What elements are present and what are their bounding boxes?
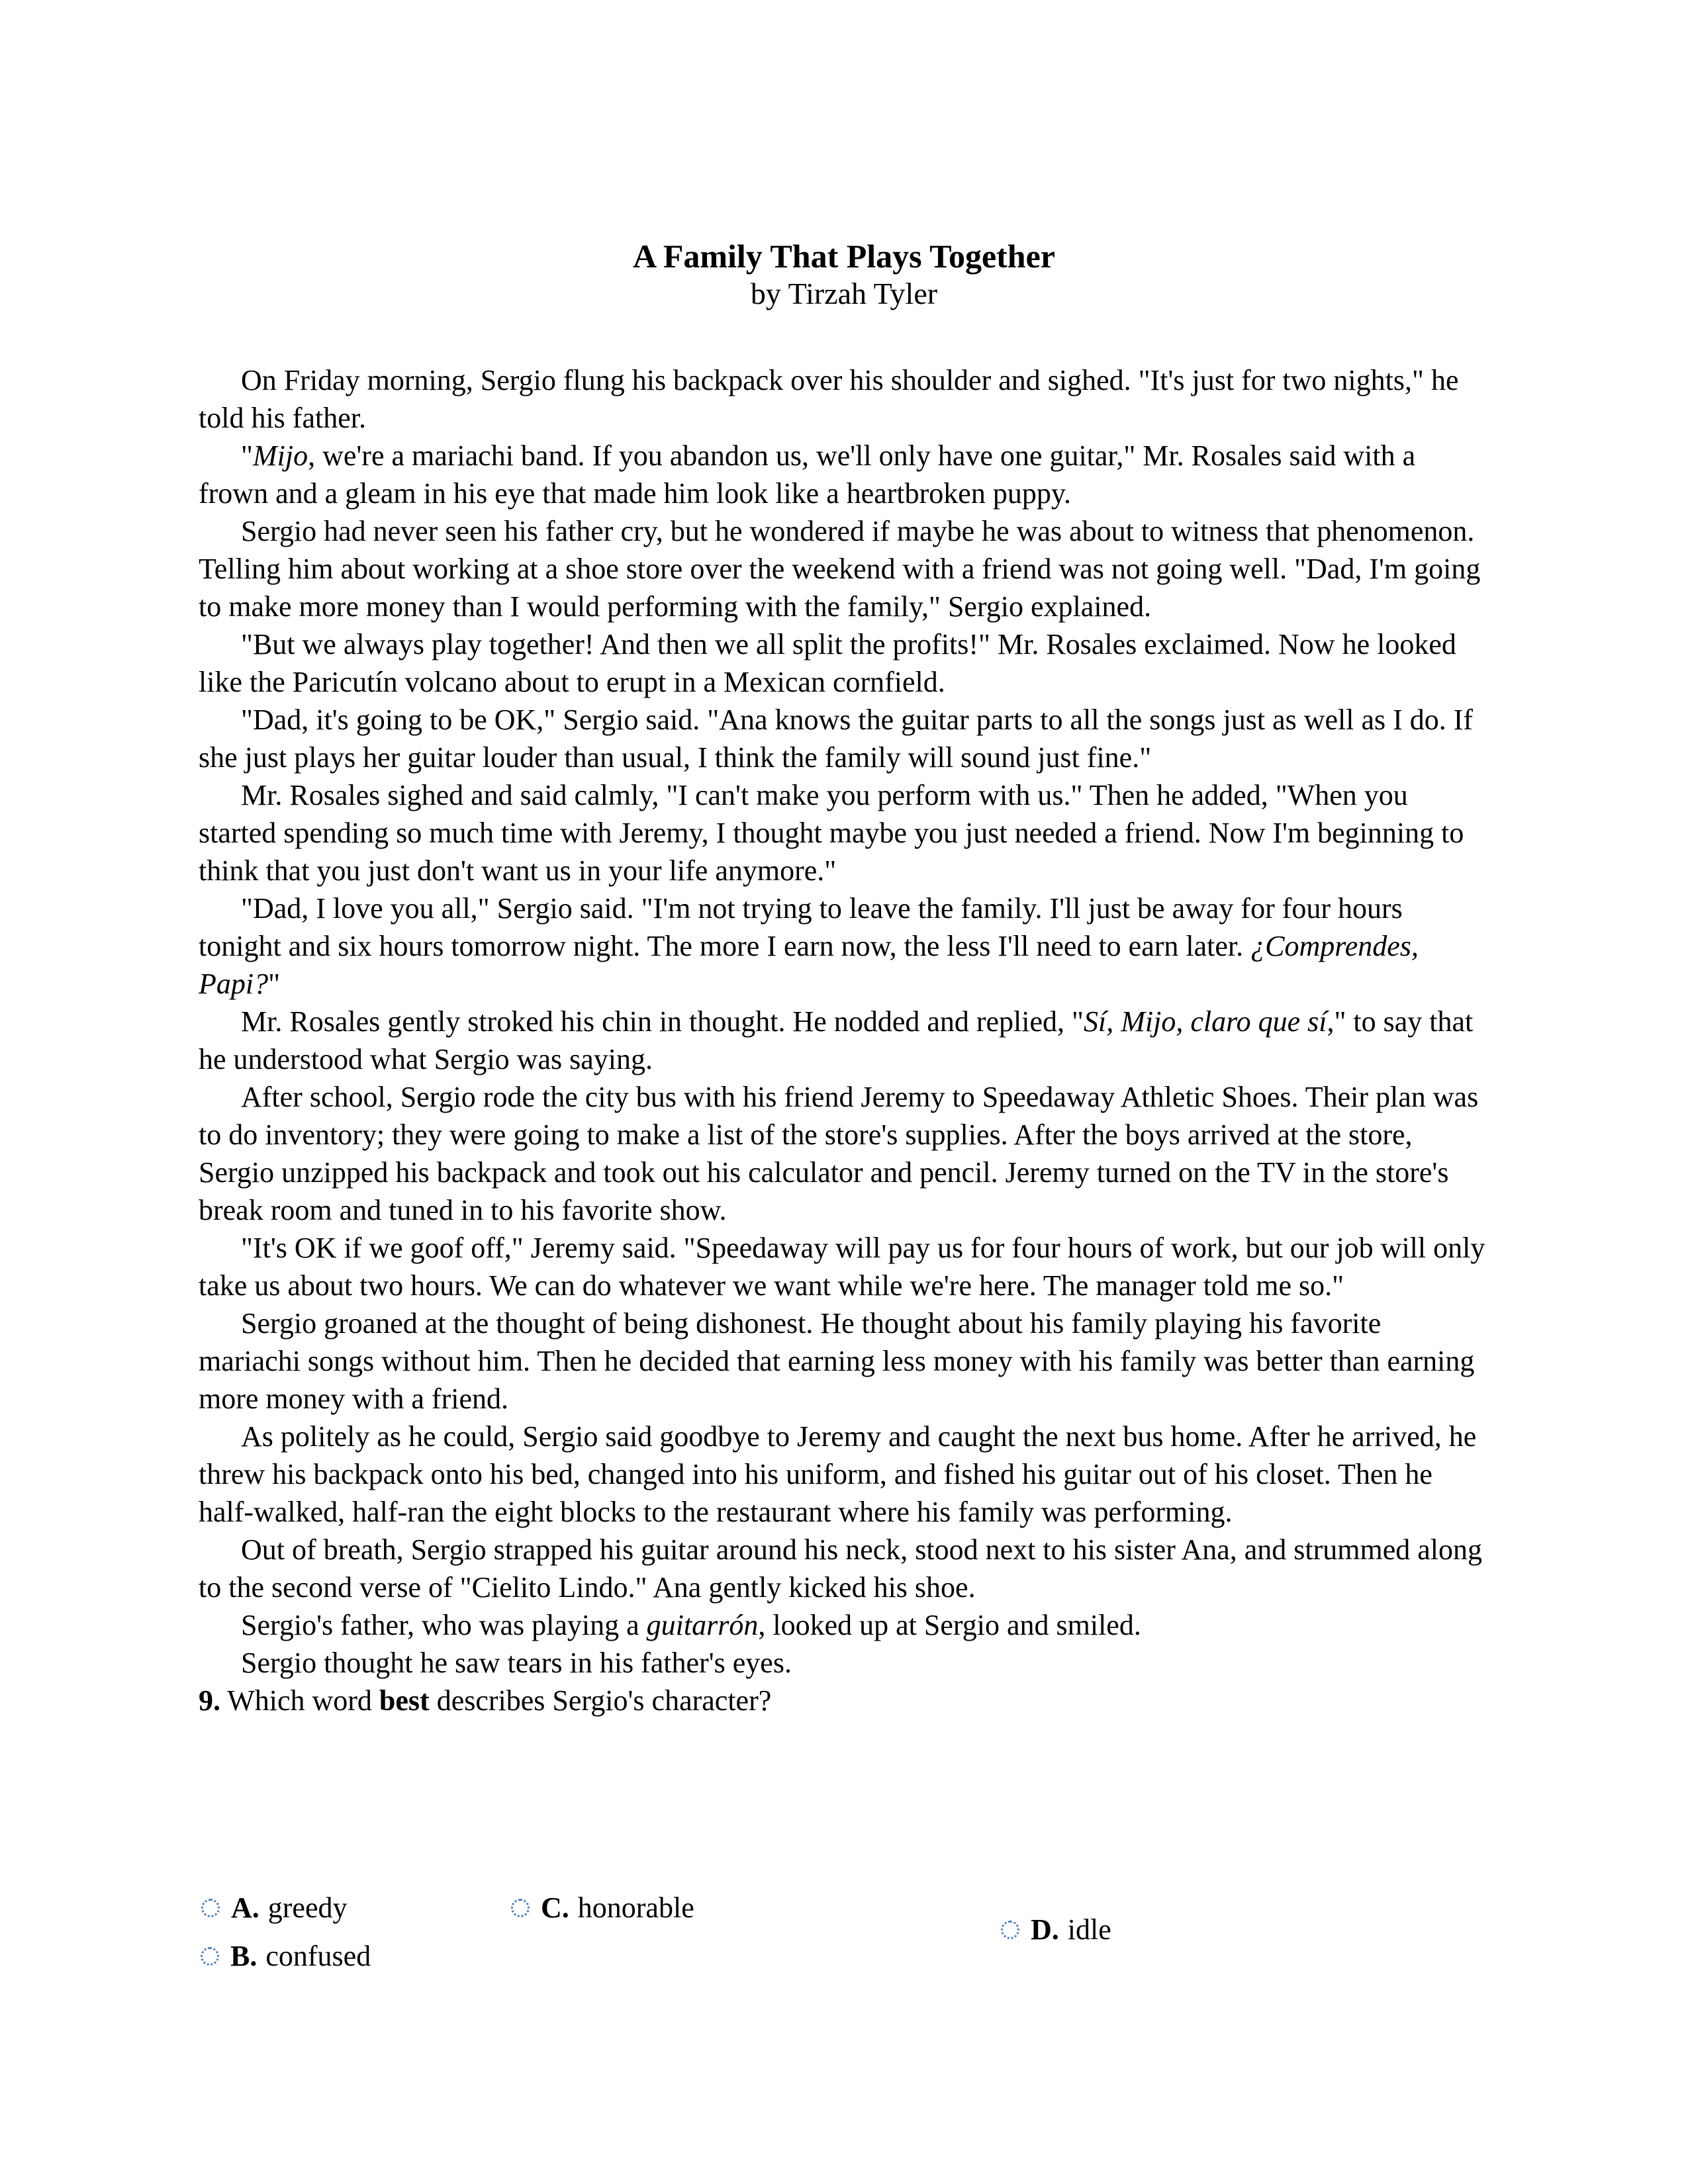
story-paragraph: "It's OK if we goof off," Jeremy said. "Speedaway will pay us for four hours of work, but our job will only take us about two hours. We can do whatever we want while we're here. The manager told me so." [199, 1232, 1485, 1302]
radio-icon[interactable] [201, 1947, 219, 1966]
radio-icon[interactable] [201, 1899, 220, 1917]
option-letter: A. [231, 1891, 259, 1924]
option-label: idle [1067, 1913, 1111, 1946]
story-text [199, 361, 1489, 1719]
story-paragraph: After school, Sergio rode the city bus with his friend Jeremy to Speedaway Athletic Shoes. Their plan was to do inventory; they were going to make a list of the store's supplies. After the boys arrived at the store, Sergio unzipped his backpack and took out his calculator and pencil. Jeremy turned on the TV in the store's break room and tuned in to his favorite show. [199, 1081, 1479, 1226]
story-paragraph: As politely as he could, Sergio said goodbye to Jeremy and caught the next bus home. After he arrived, he threw his backpack onto his bed, changed into his uniform, and fished his guitar out of his closet. Then he half-walked, half-ran the eight blocks to the restaurant where his family was performing. [199, 1420, 1477, 1528]
story-paragraph: "Mijo, we're a mariachi band. If you abandon us, we'll only have one guitar," Mr. Rosales said with a frown and a gleam in his eye that made him look like a heartbroken puppy. [199, 439, 1416, 510]
story-paragraphs [199, 361, 1489, 1682]
option-letter: D. [1031, 1913, 1059, 1946]
story-paragraph: Mr. Rosales gently stroked his chin in thought. He nodded and replied, "Sí, Mijo, claro que sí," to say that he understood what Sergio was saying. [199, 1005, 1474, 1075]
story-paragraph: Out of breath, Sergio strapped his guitar around his neck, stood next to his sister Ana, and strummed along to the second verse of "Cielito Lindo." Ana gently kicked his shoe. [199, 1533, 1482, 1604]
option-label: greedy [267, 1891, 348, 1924]
story-paragraph: Sergio groaned at the thought of being dishonest. He thought about his family playing his favorite mariachi songs without him. Then he decided that earning less money with his family was better than earning more money with a friend. [199, 1307, 1475, 1415]
story-paragraph: Sergio's father, who was playing a guitarrón, looked up at Sergio and smiled. [241, 1609, 1141, 1641]
option-label: confused [265, 1940, 371, 1972]
answer-option-c[interactable] [511, 1889, 694, 1927]
document-header [0, 237, 1688, 312]
radio-icon[interactable] [1001, 1921, 1019, 1939]
question-text: 9. Which word best describes Sergio's character? [199, 1684, 772, 1717]
answer-option-a[interactable] [201, 1889, 348, 1927]
answer-option-d[interactable] [1001, 1911, 1111, 1948]
story-paragraph: "But we always play together! And then we all split the profits!" Mr. Rosales exclaimed. Now he looked like the Paricutín volcano about to erupt in a Mexican cornfield. [199, 628, 1456, 698]
page-title: A Family That Plays Together [632, 238, 1055, 275]
story-paragraph: "Dad, it's going to be OK," Sergio said. "Ana knows the guitar parts to all the songs just as well as I do. If she just plays her guitar louder than usual, I think the family will sound just fine." [199, 704, 1474, 774]
story-paragraph: On Friday morning, Sergio flung his backpack over his shoulder and sighed. "It's just for two nights," he told his father. [199, 364, 1459, 434]
story-paragraph: Sergio had never seen his father cry, but he wondered if maybe he was about to witness that phenomenon. Telling him about working at a shoe store over the weekend with a friend was not going well. "Dad, I'm going to make more money than I would performing with the family," Sergio explained. [199, 515, 1481, 623]
story-paragraph: "Dad, I love you all," Sergio said. "I'm not trying to leave the family. I'll just be away for four hours tonight and six hours tomorrow night. The more I earn now, the less I'll need to earn later. ¿Comprendes, Papi?" [199, 892, 1419, 1000]
byline: by Tirzah Tyler [750, 277, 938, 310]
radio-icon[interactable] [511, 1899, 530, 1917]
option-letter: C. [541, 1891, 569, 1924]
option-letter: B. [230, 1940, 258, 1972]
story-paragraph: Sergio thought he saw tears in his father's eyes. [241, 1647, 792, 1679]
answer-option-b[interactable] [201, 1937, 371, 1975]
option-label: honorable [577, 1891, 694, 1924]
story-paragraph: Mr. Rosales sighed and said calmly, "I can't make you perform with us." Then he added, "When you started spending so much time with Jeremy, I thought maybe you just needed a friend. Now I'm beginning to think that you just don't want us in your life anymore." [199, 779, 1464, 887]
